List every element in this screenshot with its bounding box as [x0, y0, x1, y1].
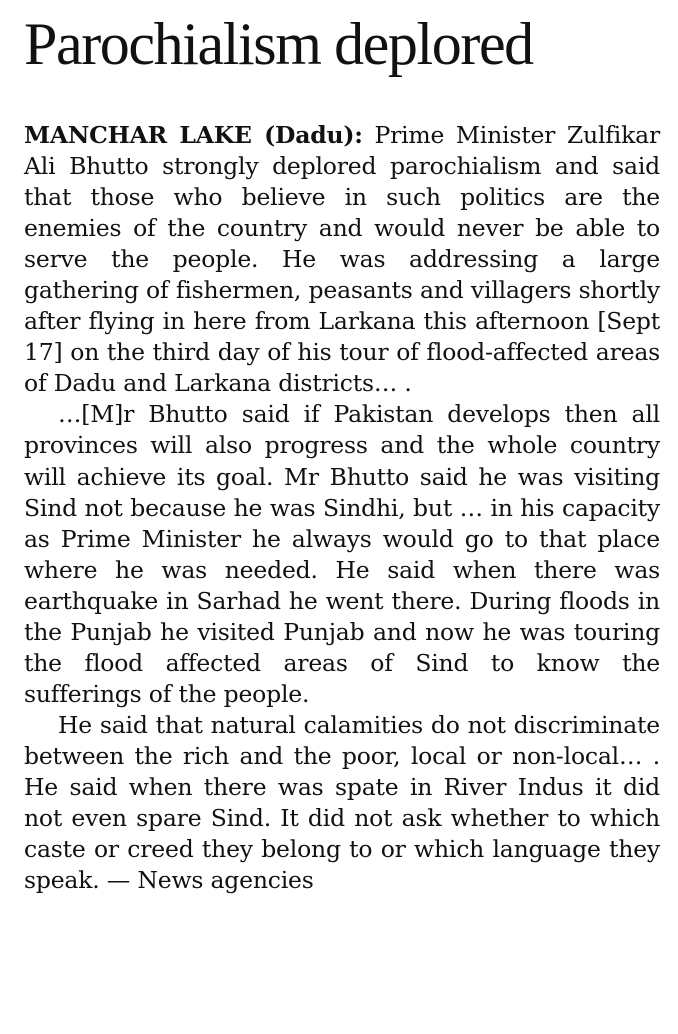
paragraph-3: He said that natural calamities do not discriminate between the rich and the poor, local or non-local… . He said when there was spate in River Indus it did not even spare Sind. It did not ask whether to which caste or creed they belong to or which language they speak. — News agencies — [24, 710, 660, 895]
headline: Parochialism deplored — [24, 11, 533, 77]
news-article — [24, 0, 660, 896]
dateline: MANCHAR LAKE (Dadu): — [24, 121, 363, 149]
paragraph-1 — [24, 120, 660, 399]
article-body — [24, 120, 660, 896]
paragraph-2: …[M]r Bhutto said if Pakistan develops then all provinces will also progress and the whole country will achieve its goal. Mr Bhutto said he was visiting Sind not because he was Sindhi, but … in his capacity as Prime Minister he always would go to that place where he was needed. He said when there was earthquake in Sarhad he went there. During floods in the Punjab he visited Punjab and now he was touring the flood affected areas of Sind to know the sufferings of the people. — [24, 400, 660, 708]
paragraph-1-text: Prime Minister Zulfikar Ali Bhutto strongly deplored parochialism and said that those who believe in such politics are the enemies of the country and would never be able to serve the people. He was addressing a large gathering of fishermen, peasants and villagers shortly after flying in here from Larkana this afternoon [Sept 17] on the third day of his tour of flood-affected areas of Dadu and Larkana districts… . — [24, 121, 660, 398]
